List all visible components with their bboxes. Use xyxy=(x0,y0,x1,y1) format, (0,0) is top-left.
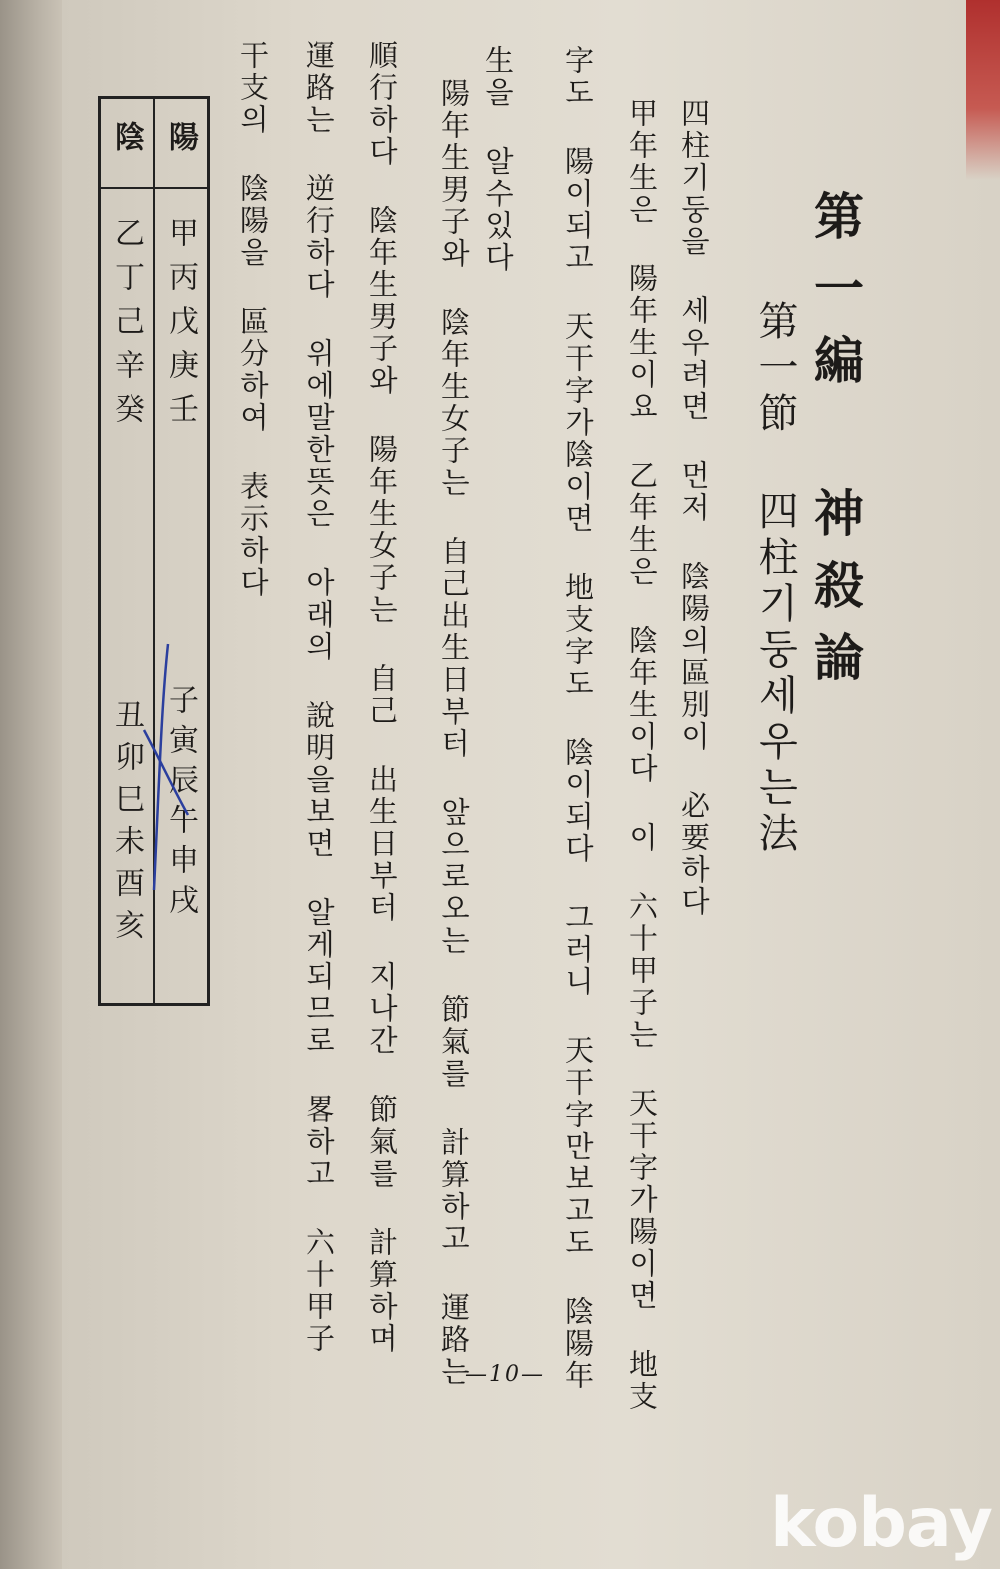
page-number: —10— xyxy=(465,1362,545,1387)
yang-header: 陽 xyxy=(163,121,198,151)
chapter-title: 第一編 神殺論 xyxy=(806,190,865,703)
body-column-1: 四柱기둥을 세우려면 먼저 陰陽의區別이 必要하다 xyxy=(677,98,711,918)
body-column-4: 生을 알수있다 xyxy=(481,45,515,274)
left-page-edge xyxy=(0,0,70,1569)
body-column-6: 順行하다 陰年生男子와 陽年生女子는 自己 出生日부터 지나간 節氣를 計算하며 xyxy=(365,40,399,1355)
yang-stems: 甲丙戊庚壬 xyxy=(163,217,198,437)
yang-branches: 子寅辰午申戌 xyxy=(163,684,198,924)
table-divider-horizontal xyxy=(101,187,207,189)
red-cover-edge xyxy=(966,0,1000,180)
pen-annotation-mark xyxy=(140,640,200,900)
body-column-5: 陽年生男子와 陰年生女子는 自己出生日부터 앞으로오는 節氣를 計算하고 運路는 xyxy=(437,78,471,1388)
yin-stems: 乙丁己辛癸 xyxy=(109,217,144,437)
yin-branches: 丑卯巳未酉亥 xyxy=(109,699,144,951)
body-column-7: 運路는 逆行하다 위에말한뜻은 아래의 說明을보면 알게되므로 畧하고 六十甲子 xyxy=(302,40,336,1355)
body-column-2: 甲年生은 陽年生이요 乙年生은 陰年生이다 이 六十甲子는 天干字가陽이면 地支 xyxy=(625,98,659,1413)
body-column-8: 干支의 陰陽을 區分하여 表示하다 xyxy=(236,40,270,599)
body-column-3: 字도 陽이되고 天干字가陰이면 地支字도 陰이되다 그러니 天干字만보고도 陰陽年 xyxy=(561,45,595,1392)
kobay-watermark: kobay xyxy=(770,1484,992,1563)
section-title: 第一節 四柱기둥세우는法 xyxy=(752,300,798,858)
yin-header: 陰 xyxy=(109,121,144,151)
